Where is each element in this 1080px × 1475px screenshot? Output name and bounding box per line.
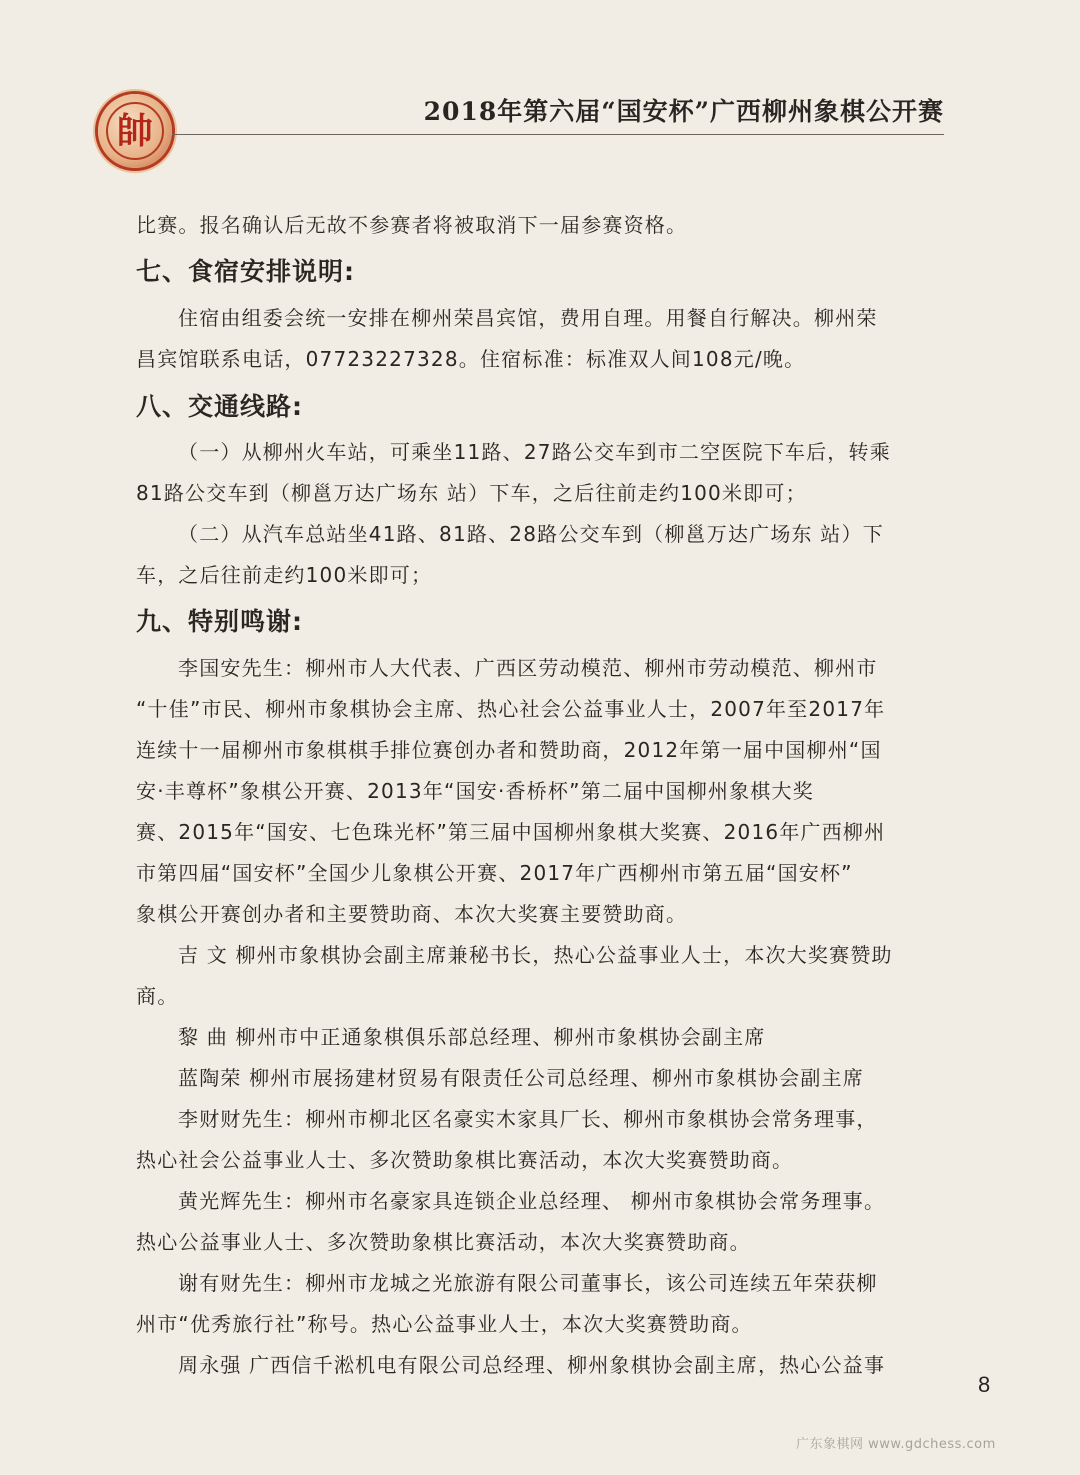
paragraph-line: 热心公益事业人士、多次赞助象棋比赛活动，本次大奖赛赞助商。 (136, 1230, 751, 1254)
paragraph-line: 州市“优秀旅行社”称号。热心公益事业人士，本次大奖赛赞助商。 (136, 1312, 753, 1336)
paragraph-line: 谢有财先生：柳州市龙城之光旅游有限公司董事长，该公司连续五年荣获柳 (178, 1271, 878, 1295)
watermark: 广东象棋网 www.gdchess.com (796, 1437, 996, 1452)
paragraph-line: 吉 文 柳州市象棋协会副主席兼秘书长，热心公益事业人士，本次大奖赛赞助 (178, 943, 893, 967)
header-title: 2018年第六届“国安杯”广西柳州象棋公开赛 (423, 97, 944, 126)
paragraph-line: 周永强 广西信千淞机电有限公司总经理、柳州象棋协会副主席，热心公益事 (178, 1353, 886, 1377)
section-heading-transport: 八、交通线路: (136, 392, 303, 421)
paragraph-line: 黎 曲 柳州市中正通象棋俱乐部总经理、柳州市象棋协会副主席 (178, 1025, 766, 1049)
paragraph-line: “十佳”市民、柳州市象棋协会主席、热心社会公益事业人士，2007年至2017年 (136, 697, 886, 721)
paragraph-line: 车，之后往前走约100米即可； (136, 563, 433, 587)
section-heading-thanks: 九、特别鸣谢: (136, 607, 303, 636)
paragraph-line: 比赛。报名确认后无故不参赛者将被取消下一届参赛资格。 (136, 213, 688, 237)
paragraph-line: 李国安先生：柳州市人大代表、广西区劳动模范、柳州市劳动模范、柳州市 (178, 656, 878, 680)
header-rule (172, 134, 944, 135)
paragraph-line: （二）从汽车总站坐41路、81路、28路公交车到（柳邕万达广场东 站）下 (178, 522, 884, 546)
paragraph-line: 李财财先生：柳州市柳北区名豪实木家具厂长、柳州市象棋协会常务理事， (178, 1107, 878, 1131)
paragraph-line: （一）从柳州火车站，可乘坐11路、27路公交车到市二空医院下车后，转乘 (178, 440, 891, 464)
paragraph-line: 黄光辉先生：柳州市名豪家具连锁企业总经理、 柳州市象棋协会常务理事。 (178, 1189, 886, 1213)
paragraph-line: 商。 (136, 984, 179, 1008)
emblem-ring (106, 102, 164, 160)
paragraph-line: 热心社会公益事业人士、多次赞助象棋比赛活动，本次大奖赛赞助商。 (136, 1148, 794, 1172)
section-heading-accommodation: 七、食宿安排说明: (136, 257, 355, 286)
emblem-char: 帥 (116, 110, 153, 152)
paragraph-line: 象棋公开赛创办者和主要赞助商、本次大奖赛主要赞助商。 (136, 902, 688, 926)
paragraph-line: 连续十一届柳州市象棋棋手排位赛创办者和赞助商，2012年第一届中国柳州“国 (136, 738, 882, 762)
paragraph-line: 昌宾馆联系电话，07723227328。住宿标准：标准双人间108元/晚。 (136, 347, 806, 371)
paragraph-line: 蓝陶荣 柳州市展扬建材贸易有限责任公司总经理、柳州市象棋协会副主席 (178, 1066, 864, 1090)
paragraph-line: 住宿由组委会统一安排在柳州荣昌宾馆，费用自理。用餐自行解决。柳州荣 (178, 306, 878, 330)
shuai-chess-emblem-icon (98, 94, 172, 168)
paragraph-line: 安·丰尊杯”象棋公开赛、2013年“国安·香桥杯”第二届中国柳州象棋大奖 (136, 779, 814, 803)
paragraph-line: 市第四届“国安杯”全国少儿象棋公开赛、2017年广西柳州市第五届“国安杯” (136, 861, 853, 885)
page-number: 8 (978, 1372, 991, 1397)
paragraph-line: 81路公交车到（柳邕万达广场东 站）下车，之后往前走约100米即可； (136, 481, 807, 505)
page-header (0, 0, 1080, 180)
paragraph-line: 赛、2015年“国安、七色珠光杯”第三届中国柳州象棋大奖赛、2016年广西柳州 (136, 820, 886, 844)
